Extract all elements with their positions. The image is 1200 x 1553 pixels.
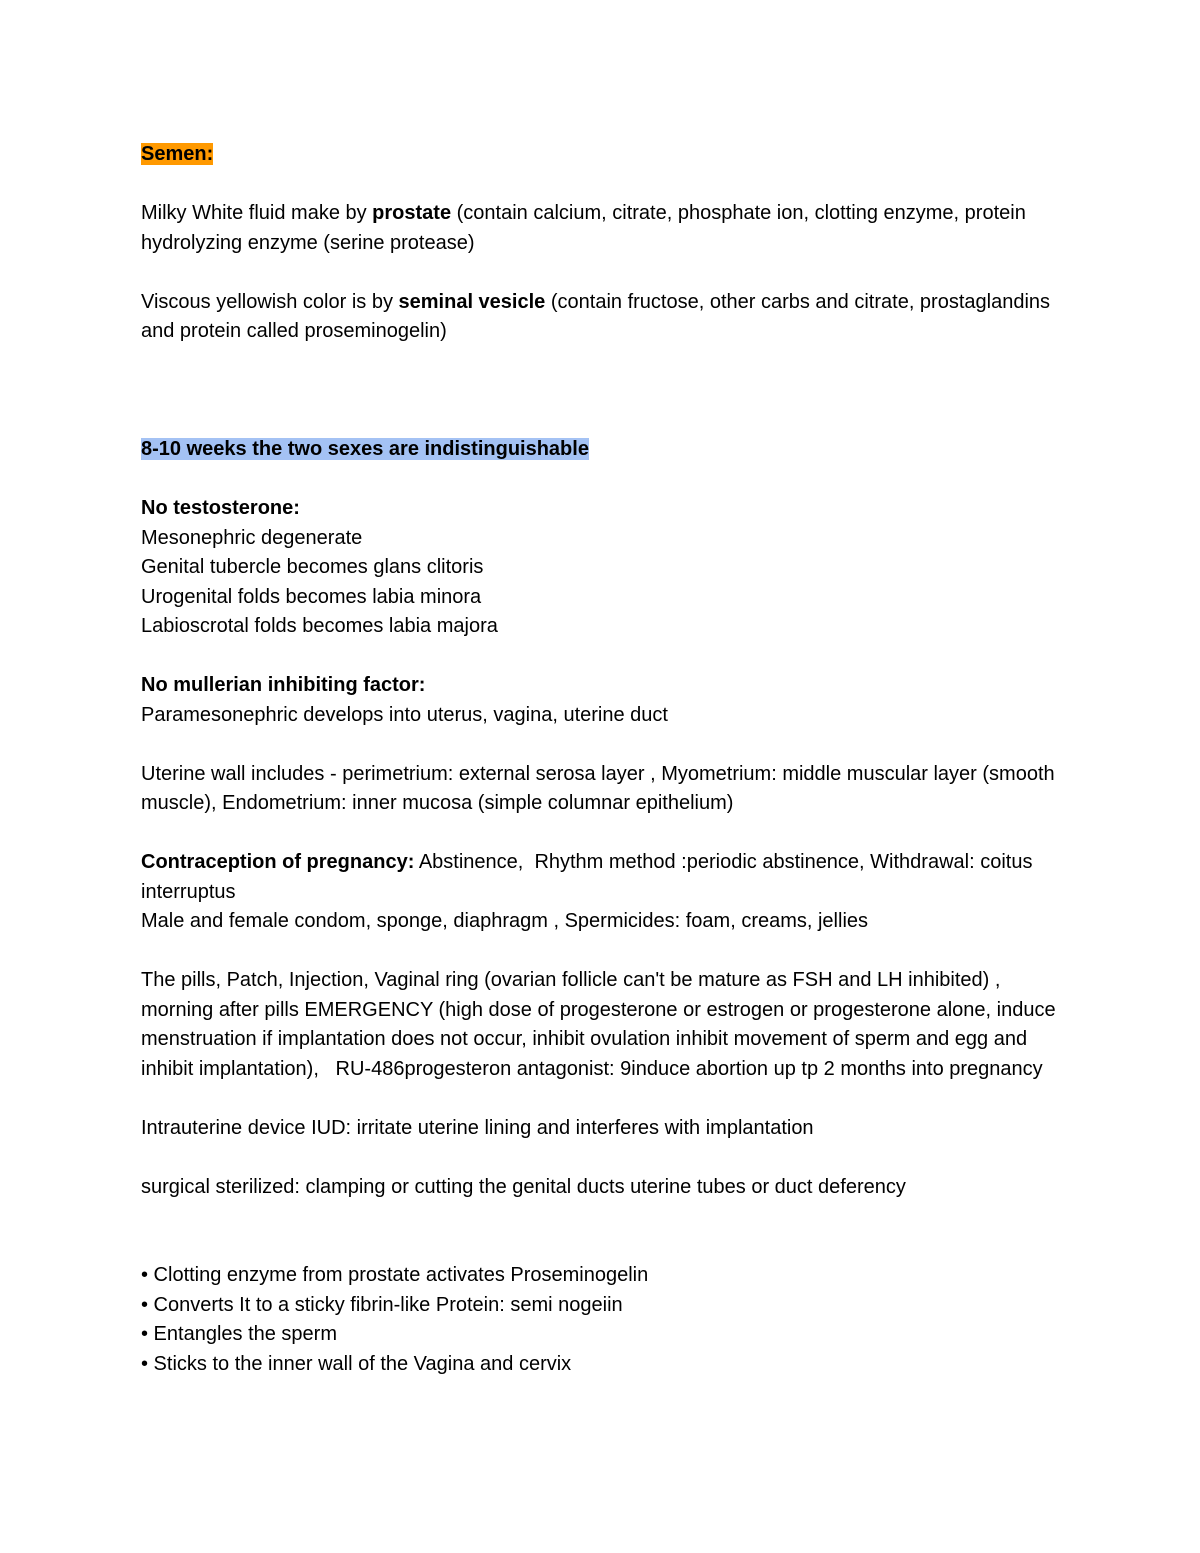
semen-heading: Semen: [141, 143, 214, 165]
contraception-paragraph: Contraception of pregnancy: Abstinence, Rhythm method :periodic abstinence, Withdrawal: coitus interruptus [141, 851, 1039, 903]
spacer [141, 819, 1071, 849]
spacer [141, 1084, 1071, 1114]
spacer [141, 347, 1071, 436]
iud-paragraph: Intrauterine device IUD: irritate uterine lining and interferes with implantation [141, 1116, 814, 1139]
spacer [141, 465, 1071, 495]
contraception-barrier: Male and female condom, sponge, diaphragm , Spermicides: foam, creams, jellies [141, 910, 869, 932]
bullet-item: • Sticks to the inner wall of the Vagina and cervix [141, 1352, 572, 1375]
uterine-wall-paragraph: Uterine wall includes - perimetrium: external serosa layer , Myometrium: middle muscular layer (smooth muscle), Endometrium: inner mucosa (simple columnar epithelium) [141, 762, 1061, 814]
spacer [141, 937, 1071, 967]
seminal-vesicle-term: seminal vesicle [398, 290, 546, 313]
list-item: Urogenital folds becomes labia minora [141, 585, 482, 608]
prostate-paragraph: Milky White fluid make by prostate (contain calcium, citrate, phosphate ion, clotting enzyme, protein hydrolyzing enzyme (serine protease) [141, 202, 1032, 254]
spacer [141, 170, 1071, 200]
spacer [141, 1143, 1071, 1173]
spacer [141, 1202, 1071, 1261]
surgical-paragraph: surgical sterilized: clamping or cutting the genital ducts uterine tubes or duct deferency [141, 1175, 906, 1198]
document-page [141, 140, 1071, 1379]
list-item: Labioscrotal folds becomes labia majora [141, 615, 498, 637]
list-item: Mesonephric degenerate [141, 526, 363, 549]
no-mif-heading: No mullerian inhibiting factor: [141, 674, 426, 696]
spacer [141, 642, 1071, 672]
bullet-item: • Clotting enzyme from prostate activates Proseminogelin [141, 1264, 649, 1286]
bullet-item: • Converts It to a sticky fibrin-like Protein: semi nogeiin [141, 1293, 623, 1316]
list-item: Genital tubercle becomes glans clitoris [141, 556, 484, 578]
spacer [141, 258, 1071, 288]
contraception-heading: Contraception of pregnancy: [141, 851, 415, 873]
no-testosterone-heading: No testosterone: [141, 497, 300, 519]
no-mif-text: Paramesonephric develops into uterus, vagina, uterine duct [141, 703, 668, 726]
spacer [141, 730, 1071, 760]
seminal-vesicle-paragraph: Viscous yellowish color is by seminal vesicle (contain fructose, other carbs and citrate, prostaglandins and protein called proseminogelin) [141, 290, 1056, 342]
development-heading: 8-10 weeks the two sexes are indistinguishable [141, 438, 589, 460]
prostate-term: prostate [372, 202, 452, 224]
bullet-item: • Entangles the sperm [141, 1323, 337, 1345]
pills-paragraph: The pills, Patch, Injection, Vaginal ring (ovarian follicle can't be mature as FSH and LH inhibited) , morning after pills EMERGENCY (high dose of progesterone or estrogen or progesterone alone, induce menstruation if implantation does not occur, inhibit ovulation inhibit movement of sperm and egg and inhibit implantation), RU-486progesteron antagonist: 9induce abortion up tp 2 months into pregnancy [141, 969, 1062, 1080]
